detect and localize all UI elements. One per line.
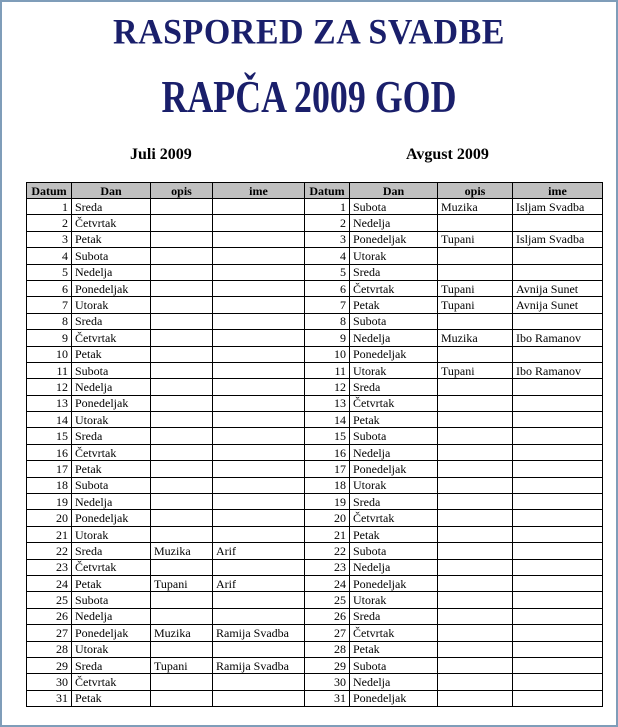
month-label-august: Avgust 2009 <box>406 146 489 163</box>
july-date-cell: 22 <box>27 543 72 559</box>
august-date-cell: 16 <box>305 444 350 460</box>
july-day-cell: Subota <box>72 362 151 378</box>
august-day-cell: Ponedeljak <box>350 231 438 247</box>
august-date-cell: 20 <box>305 510 350 526</box>
august-ime-cell <box>513 559 603 575</box>
august-day-cell: Nedelja <box>350 215 438 231</box>
july-day-cell: Petak <box>72 690 151 706</box>
august-date-cell: 30 <box>305 674 350 690</box>
august-date-cell: 19 <box>305 494 350 510</box>
august-ime-cell <box>513 346 603 362</box>
july-day-cell: Ponedeljak <box>72 280 151 296</box>
july-day-cell: Ponedeljak <box>72 510 151 526</box>
july-opis-cell <box>151 395 213 411</box>
july-opis-cell <box>151 674 213 690</box>
july-day-cell: Četvrtak <box>72 444 151 460</box>
july-opis-cell <box>151 690 213 706</box>
table-row <box>27 543 603 559</box>
august-ime-cell: Avnija Sunet <box>513 297 603 313</box>
table-row <box>27 412 603 428</box>
july-date-cell: 4 <box>27 248 72 264</box>
july-ime-cell <box>213 674 305 690</box>
july-day-cell: Subota <box>72 248 151 264</box>
july-opis-cell <box>151 199 213 215</box>
august-day-cell: Petak <box>350 412 438 428</box>
july-opis-cell <box>151 346 213 362</box>
july-opis-cell <box>151 461 213 477</box>
august-date-cell: 1 <box>305 199 350 215</box>
july-opis-cell: Tupani <box>151 575 213 591</box>
page-subtitle: RAPČA 2009 GOD <box>161 71 457 122</box>
header-ime-july: ime <box>213 183 305 199</box>
august-day-cell: Četvrtak <box>350 280 438 296</box>
table-row <box>27 625 603 641</box>
july-opis-cell <box>151 641 213 657</box>
august-ime-cell: Avnija Sunet <box>513 280 603 296</box>
july-date-cell: 14 <box>27 412 72 428</box>
july-date-cell: 3 <box>27 231 72 247</box>
august-date-cell: 7 <box>305 297 350 313</box>
august-date-cell: 2 <box>305 215 350 231</box>
august-day-cell: Nedelja <box>350 444 438 460</box>
table-row <box>27 231 603 247</box>
table-row <box>27 330 603 346</box>
august-opis-cell <box>438 412 513 428</box>
july-day-cell: Nedelja <box>72 494 151 510</box>
august-opis-cell <box>438 379 513 395</box>
july-day-cell: Četvrtak <box>72 674 151 690</box>
july-ime-cell: Ramija Svadba <box>213 657 305 673</box>
july-day-cell: Petak <box>72 346 151 362</box>
august-day-cell: Petak <box>350 641 438 657</box>
august-ime-cell <box>513 575 603 591</box>
header-opis-july: opis <box>151 183 213 199</box>
july-ime-cell <box>213 346 305 362</box>
july-day-cell: Subota <box>72 592 151 608</box>
august-ime-cell <box>513 215 603 231</box>
august-opis-cell <box>438 575 513 591</box>
august-day-cell: Utorak <box>350 477 438 493</box>
july-date-cell: 28 <box>27 641 72 657</box>
july-ime-cell <box>213 592 305 608</box>
august-ime-cell <box>513 510 603 526</box>
august-date-cell: 28 <box>305 641 350 657</box>
august-day-cell: Nedelja <box>350 559 438 575</box>
august-ime-cell <box>513 412 603 428</box>
august-date-cell: 10 <box>305 346 350 362</box>
july-day-cell: Sreda <box>72 657 151 673</box>
july-ime-cell <box>213 444 305 460</box>
august-date-cell: 4 <box>305 248 350 264</box>
header-opis-august: opis <box>438 183 513 199</box>
august-opis-cell <box>438 657 513 673</box>
august-date-cell: 6 <box>305 280 350 296</box>
header-dan-july: Dan <box>72 183 151 199</box>
table-row <box>27 592 603 608</box>
august-ime-cell <box>513 690 603 706</box>
table-row <box>27 297 603 313</box>
july-ime-cell <box>213 461 305 477</box>
july-opis-cell <box>151 297 213 313</box>
july-ime-cell <box>213 231 305 247</box>
august-date-cell: 5 <box>305 264 350 280</box>
august-opis-cell <box>438 641 513 657</box>
july-date-cell: 5 <box>27 264 72 280</box>
july-opis-cell <box>151 280 213 296</box>
july-ime-cell <box>213 608 305 624</box>
august-date-cell: 21 <box>305 526 350 542</box>
header-row <box>27 183 603 199</box>
table-row <box>27 395 603 411</box>
august-opis-cell <box>438 248 513 264</box>
july-opis-cell <box>151 264 213 280</box>
july-ime-cell <box>213 264 305 280</box>
august-opis-cell <box>438 674 513 690</box>
july-opis-cell <box>151 379 213 395</box>
table-row <box>27 199 603 215</box>
august-day-cell: Sreda <box>350 379 438 395</box>
july-date-cell: 16 <box>27 444 72 460</box>
july-ime-cell <box>213 330 305 346</box>
july-date-cell: 26 <box>27 608 72 624</box>
august-ime-cell <box>513 543 603 559</box>
table-row <box>27 641 603 657</box>
august-date-cell: 13 <box>305 395 350 411</box>
july-opis-cell <box>151 412 213 428</box>
month-label-july: Juli 2009 <box>130 146 192 163</box>
august-day-cell: Ponedeljak <box>350 690 438 706</box>
july-date-cell: 19 <box>27 494 72 510</box>
august-day-cell: Nedelja <box>350 330 438 346</box>
july-date-cell: 1 <box>27 199 72 215</box>
august-opis-cell: Tupani <box>438 231 513 247</box>
july-date-cell: 27 <box>27 625 72 641</box>
july-opis-cell <box>151 526 213 542</box>
july-day-cell: Sreda <box>72 543 151 559</box>
july-opis-cell <box>151 248 213 264</box>
table-row <box>27 559 603 575</box>
july-day-cell: Ponedeljak <box>72 395 151 411</box>
august-date-cell: 12 <box>305 379 350 395</box>
table-row <box>27 608 603 624</box>
august-opis-cell <box>438 526 513 542</box>
august-date-cell: 27 <box>305 625 350 641</box>
july-day-cell: Utorak <box>72 641 151 657</box>
august-ime-cell <box>513 395 603 411</box>
table-row <box>27 477 603 493</box>
header-ime-august: ime <box>513 183 603 199</box>
august-ime-cell <box>513 674 603 690</box>
august-opis-cell <box>438 690 513 706</box>
august-day-cell: Subota <box>350 428 438 444</box>
august-date-cell: 22 <box>305 543 350 559</box>
july-opis-cell: Muzika <box>151 625 213 641</box>
august-day-cell: Petak <box>350 297 438 313</box>
august-date-cell: 23 <box>305 559 350 575</box>
august-day-cell: Subota <box>350 543 438 559</box>
july-date-cell: 15 <box>27 428 72 444</box>
july-opis-cell <box>151 428 213 444</box>
august-opis-cell: Muzika <box>438 330 513 346</box>
july-opis-cell <box>151 231 213 247</box>
august-opis-cell <box>438 625 513 641</box>
july-ime-cell <box>213 379 305 395</box>
july-ime-cell <box>213 248 305 264</box>
july-day-cell: Četvrtak <box>72 559 151 575</box>
august-ime-cell <box>513 379 603 395</box>
july-date-cell: 30 <box>27 674 72 690</box>
table-row <box>27 313 603 329</box>
august-ime-cell: Ibo Ramanov <box>513 330 603 346</box>
july-opis-cell: Tupani <box>151 657 213 673</box>
august-ime-cell <box>513 477 603 493</box>
august-ime-cell <box>513 444 603 460</box>
july-ime-cell <box>213 494 305 510</box>
august-ime-cell: Isljam Svadba <box>513 231 603 247</box>
august-date-cell: 15 <box>305 428 350 444</box>
august-date-cell: 3 <box>305 231 350 247</box>
august-day-cell: Ponedeljak <box>350 575 438 591</box>
table-row <box>27 280 603 296</box>
july-day-cell: Utorak <box>72 297 151 313</box>
august-day-cell: Utorak <box>350 248 438 264</box>
july-ime-cell <box>213 690 305 706</box>
july-date-cell: 18 <box>27 477 72 493</box>
august-opis-cell <box>438 395 513 411</box>
august-opis-cell: Muzika <box>438 199 513 215</box>
august-opis-cell <box>438 543 513 559</box>
august-date-cell: 9 <box>305 330 350 346</box>
july-day-cell: Petak <box>72 461 151 477</box>
august-ime-cell <box>513 248 603 264</box>
august-day-cell: Subota <box>350 657 438 673</box>
july-day-cell: Nedelja <box>72 264 151 280</box>
july-ime-cell <box>213 641 305 657</box>
july-ime-cell <box>213 412 305 428</box>
header-datum-july: Datum <box>27 183 72 199</box>
table-row <box>27 657 603 673</box>
july-day-cell: Petak <box>72 575 151 591</box>
august-opis-cell <box>438 346 513 362</box>
august-day-cell: Sreda <box>350 264 438 280</box>
table-row <box>27 690 603 706</box>
august-opis-cell <box>438 592 513 608</box>
july-ime-cell: Arif <box>213 575 305 591</box>
table-row <box>27 510 603 526</box>
july-day-cell: Utorak <box>72 526 151 542</box>
july-ime-cell <box>213 362 305 378</box>
july-ime-cell <box>213 199 305 215</box>
august-opis-cell <box>438 428 513 444</box>
july-opis-cell <box>151 313 213 329</box>
august-opis-cell <box>438 313 513 329</box>
july-ime-cell <box>213 526 305 542</box>
july-ime-cell: Arif <box>213 543 305 559</box>
august-date-cell: 18 <box>305 477 350 493</box>
august-day-cell: Sreda <box>350 608 438 624</box>
august-day-cell: Utorak <box>350 592 438 608</box>
august-date-cell: 24 <box>305 575 350 591</box>
table-row <box>27 264 603 280</box>
august-day-cell: Nedelja <box>350 674 438 690</box>
july-ime-cell <box>213 510 305 526</box>
july-date-cell: 7 <box>27 297 72 313</box>
july-opis-cell: Muzika <box>151 543 213 559</box>
july-opis-cell <box>151 592 213 608</box>
july-date-cell: 31 <box>27 690 72 706</box>
august-opis-cell <box>438 559 513 575</box>
july-date-cell: 12 <box>27 379 72 395</box>
july-opis-cell <box>151 559 213 575</box>
july-opis-cell <box>151 494 213 510</box>
july-opis-cell <box>151 215 213 231</box>
august-date-cell: 26 <box>305 608 350 624</box>
august-date-cell: 17 <box>305 461 350 477</box>
august-day-cell: Utorak <box>350 362 438 378</box>
july-date-cell: 25 <box>27 592 72 608</box>
table-row <box>27 444 603 460</box>
august-date-cell: 31 <box>305 690 350 706</box>
august-date-cell: 14 <box>305 412 350 428</box>
august-opis-cell <box>438 215 513 231</box>
july-date-cell: 13 <box>27 395 72 411</box>
august-day-cell: Subota <box>350 313 438 329</box>
august-opis-cell <box>438 444 513 460</box>
august-ime-cell <box>513 494 603 510</box>
table-row <box>27 248 603 264</box>
table-row <box>27 215 603 231</box>
august-date-cell: 29 <box>305 657 350 673</box>
august-opis-cell <box>438 461 513 477</box>
table-row <box>27 674 603 690</box>
august-ime-cell <box>513 625 603 641</box>
august-day-cell: Četvrtak <box>350 510 438 526</box>
july-opis-cell <box>151 444 213 460</box>
july-day-cell: Nedelja <box>72 608 151 624</box>
august-ime-cell <box>513 526 603 542</box>
august-opis-cell <box>438 264 513 280</box>
august-day-cell: Četvrtak <box>350 395 438 411</box>
august-day-cell: Petak <box>350 526 438 542</box>
july-ime-cell <box>213 297 305 313</box>
july-date-cell: 6 <box>27 280 72 296</box>
august-ime-cell <box>513 608 603 624</box>
august-ime-cell <box>513 264 603 280</box>
table-row <box>27 346 603 362</box>
august-ime-cell <box>513 657 603 673</box>
july-day-cell: Nedelja <box>72 379 151 395</box>
august-date-cell: 8 <box>305 313 350 329</box>
july-day-cell: Sreda <box>72 428 151 444</box>
july-date-cell: 20 <box>27 510 72 526</box>
august-day-cell: Subota <box>350 199 438 215</box>
july-date-cell: 21 <box>27 526 72 542</box>
august-date-cell: 25 <box>305 592 350 608</box>
july-ime-cell <box>213 280 305 296</box>
august-opis-cell: Tupani <box>438 280 513 296</box>
july-day-cell: Ponedeljak <box>72 625 151 641</box>
schedule-table <box>26 182 603 707</box>
july-ime-cell: Ramija Svadba <box>213 625 305 641</box>
header-dan-august: Dan <box>350 183 438 199</box>
august-day-cell: Ponedeljak <box>350 346 438 362</box>
july-opis-cell <box>151 330 213 346</box>
table-row <box>27 461 603 477</box>
august-day-cell: Ponedeljak <box>350 461 438 477</box>
august-opis-cell: Tupani <box>438 362 513 378</box>
table-row <box>27 428 603 444</box>
july-ime-cell <box>213 395 305 411</box>
august-ime-cell: Ibo Ramanov <box>513 362 603 378</box>
table-row <box>27 362 603 378</box>
july-date-cell: 2 <box>27 215 72 231</box>
july-date-cell: 10 <box>27 346 72 362</box>
table-row <box>27 575 603 591</box>
august-opis-cell <box>438 608 513 624</box>
july-ime-cell <box>213 215 305 231</box>
table-row <box>27 379 603 395</box>
august-opis-cell: Tupani <box>438 297 513 313</box>
july-ime-cell <box>213 559 305 575</box>
august-ime-cell <box>513 313 603 329</box>
july-date-cell: 8 <box>27 313 72 329</box>
july-day-cell: Sreda <box>72 199 151 215</box>
august-ime-cell <box>513 461 603 477</box>
july-opis-cell <box>151 510 213 526</box>
page-title: RASPORED ZA SVADBE <box>113 13 505 52</box>
july-day-cell: Sreda <box>72 313 151 329</box>
august-ime-cell <box>513 592 603 608</box>
july-day-cell: Petak <box>72 231 151 247</box>
august-date-cell: 11 <box>305 362 350 378</box>
august-ime-cell <box>513 641 603 657</box>
august-ime-cell <box>513 428 603 444</box>
july-date-cell: 24 <box>27 575 72 591</box>
july-day-cell: Četvrtak <box>72 215 151 231</box>
july-date-cell: 17 <box>27 461 72 477</box>
august-opis-cell <box>438 510 513 526</box>
august-day-cell: Sreda <box>350 494 438 510</box>
august-opis-cell <box>438 477 513 493</box>
august-ime-cell: Isljam Svadba <box>513 199 603 215</box>
july-ime-cell <box>213 313 305 329</box>
header-datum-august: Datum <box>305 183 350 199</box>
july-day-cell: Utorak <box>72 412 151 428</box>
table-row <box>27 494 603 510</box>
table-row <box>27 526 603 542</box>
july-opis-cell <box>151 362 213 378</box>
july-day-cell: Subota <box>72 477 151 493</box>
july-date-cell: 11 <box>27 362 72 378</box>
july-date-cell: 9 <box>27 330 72 346</box>
august-opis-cell <box>438 494 513 510</box>
august-day-cell: Četvrtak <box>350 625 438 641</box>
july-date-cell: 29 <box>27 657 72 673</box>
july-opis-cell <box>151 608 213 624</box>
july-day-cell: Četvrtak <box>72 330 151 346</box>
july-ime-cell <box>213 477 305 493</box>
july-opis-cell <box>151 477 213 493</box>
july-ime-cell <box>213 428 305 444</box>
july-date-cell: 23 <box>27 559 72 575</box>
